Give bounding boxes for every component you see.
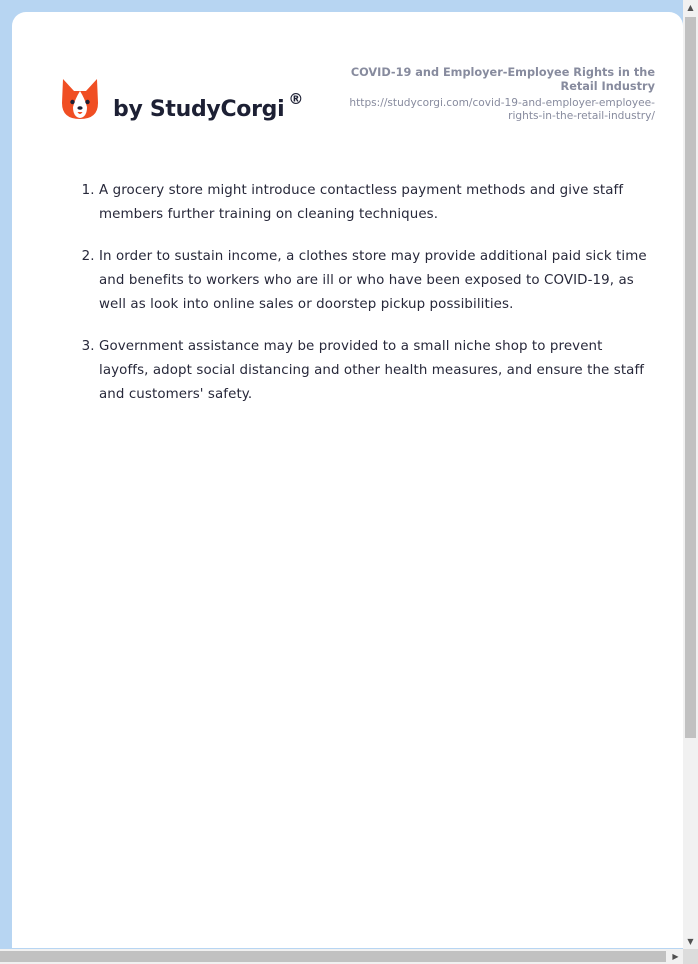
document-page bbox=[12, 12, 683, 948]
document-url[interactable]: https://studycorgi.com/covid-19-and-employer-employee-rights-in-the-retail-industry/ bbox=[349, 97, 655, 122]
horizontal-scroll-thumb[interactable] bbox=[0, 951, 666, 962]
document-title: COVID-19 and Employer-Employee Rights in the Retail Industry bbox=[350, 66, 655, 93]
document-info bbox=[325, 66, 655, 123]
list-item: 2. In order to sustain income, a clothes store may provide additional paid sick time and benefits to workers who are ill or who have been exposed to COVID-19, as well as look into online sales or doorstep pickup possibilities. bbox=[99, 245, 654, 317]
scroll-down-icon[interactable]: ▼ bbox=[687, 937, 694, 946]
scrollbar-corner bbox=[683, 949, 698, 964]
corgi-icon bbox=[61, 77, 99, 121]
horizontal-scrollbar[interactable] bbox=[0, 949, 683, 964]
studycorgi-logo[interactable] bbox=[61, 76, 303, 122]
scroll-right-icon[interactable]: ▶ bbox=[672, 952, 679, 961]
brand-name: by StudyCorgi ® bbox=[113, 90, 304, 122]
list-item: 1. A grocery store might introduce contactless payment methods and give staff members further training on cleaning techniques. bbox=[99, 179, 654, 227]
vertical-scrollbar[interactable] bbox=[683, 0, 698, 949]
scroll-up-icon[interactable]: ▲ bbox=[687, 3, 694, 12]
vertical-scroll-thumb[interactable] bbox=[685, 17, 696, 738]
list-item: 3. Government assistance may be provided to a small niche shop to prevent layoffs, adopt social distancing and other health measures, and ensure the staff and customers' safety. bbox=[99, 335, 654, 407]
registered-mark: ® bbox=[288, 90, 304, 108]
numbered-list bbox=[69, 179, 654, 407]
document-content bbox=[69, 179, 654, 425]
